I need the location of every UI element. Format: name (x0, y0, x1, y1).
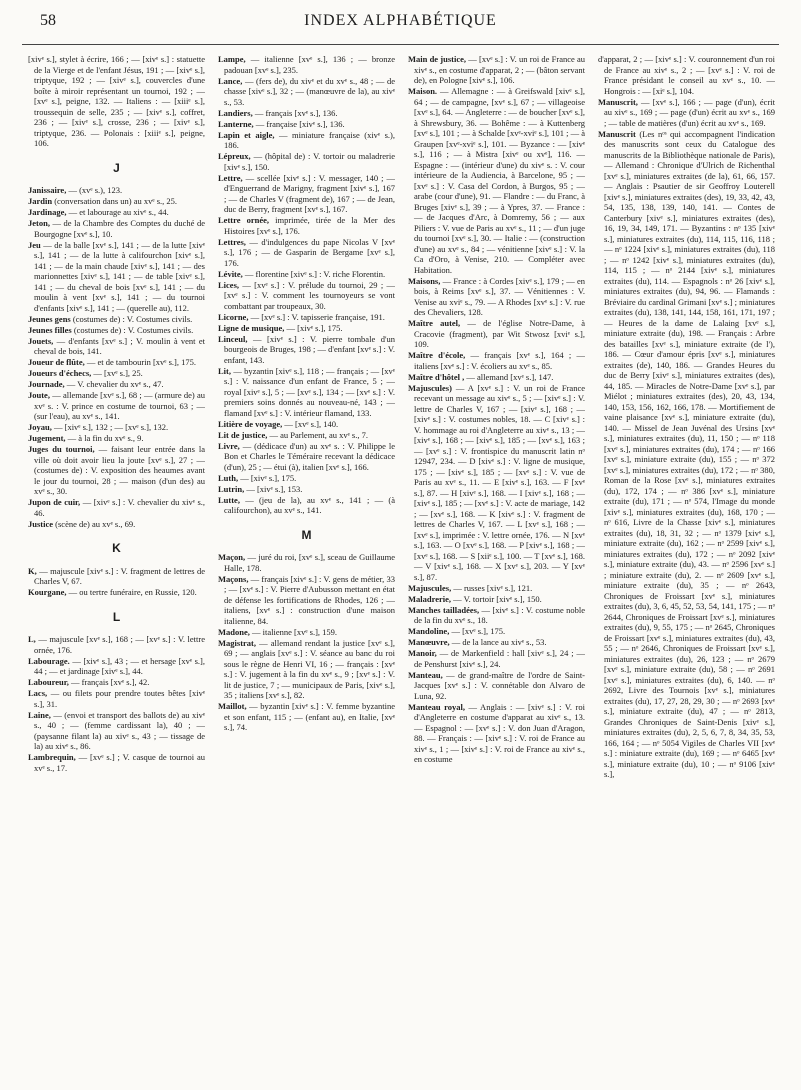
entry-text: — de grand-maître de l'ordre de Saint-Jacques [xvᵉ s.] : V. connétable don Alvaro de Luna, 92. (414, 669, 585, 701)
entry-text: — italienne [xvᵉ s.], 159. (252, 626, 338, 637)
entry-text: — Anglais : — [xivᵉ s.] : V. roi d'Angleterre en costume d'apparat au xivᵉ s., 13. — Espagnol : — [xvᵉ s.] : V. don Juan d'Aragon, 88. — Français : — [xivᵉ s.] : V. roi de France au xivᵉ s., 1 ; — [xivᵉ s.] : V. roi de France au xivᵉ s., en costume (414, 701, 585, 764)
entry-headword: Linceul, (218, 333, 248, 344)
entry-headword: Joyau, (28, 422, 52, 432)
index-entry (218, 215, 395, 236)
entry-text: — V. tortoir [xivᵉ s.], 150. (453, 593, 542, 604)
page-header (22, 0, 779, 45)
entry-headword: Lit, (218, 365, 231, 376)
entry-text: — (envoi et transport des ballots de) au xivᵉ s., 40 ; — (femme cardissant la), 40 ; — (paysanne filant la) au xivᵉ s., 43 ; — tissage de la) au xivᵉ s., 86. (34, 709, 205, 751)
entry-text: — [xvᵉ s.] ; V. casque de tournoi au xvᵉ s., 17. (34, 752, 205, 773)
entry-headword: Lettre, (218, 172, 243, 183)
entry-headword: Jeunes filles (28, 324, 72, 335)
entry-headword: Magistrat, (218, 637, 257, 648)
entry-text: — d'enfants [xvᵉ s.] ; V. moulin à vent et cheval de bois, 141. (34, 335, 205, 356)
entry-headword: Manuscrit (598, 128, 636, 139)
index-entry (28, 390, 205, 422)
column-1 (28, 54, 205, 1082)
entry-headword: Jeunes gens (28, 313, 71, 324)
index-entry (28, 634, 205, 655)
index-entry (28, 433, 205, 444)
entry-text: — de Markenfield : hall [xivᵉ s.], 24 ; — de Penshurst [xivᵉ s.], 24. (414, 648, 585, 669)
entry-text: — [xvᵉ s.], 166 ; — page (d'un), écrit au xivᵉ s., 169 ; — page (d'un) écrit au xvᵉ s., 169 ; — table de matières (d'un) écrit au xvᵉ s., 169. (604, 96, 775, 128)
entry-headword: Maître autel, (408, 318, 461, 328)
entry-headword: Livre, (218, 440, 240, 451)
entry-text: — byzantin [xivᵉ s.], 118 ; — français ; — [xvᵉ s.] : V. naissance d'un enfant de France, 5 ; — royal [xivᵉ s.], 5 ; — [xvᵉ s.], 134 ; — [xvᵉ s.] : V. premiers soins donnés au nouveau-né, 143 ; — flamand [xvᵉ s.] : V. intérieur flamand, 133. (224, 365, 395, 418)
index-entry (28, 710, 205, 752)
index-entry (28, 379, 205, 390)
entry-headword: Joute, (28, 390, 50, 400)
index-entry (28, 368, 205, 379)
entry-text: — majuscule [xivᵉ s.] : V. fragment de lettres de Charles V, 67. (34, 565, 205, 586)
index-entry (218, 574, 395, 627)
index-entry (218, 419, 395, 430)
entry-headword: Jeu (28, 239, 41, 250)
index-entry (28, 656, 205, 677)
section-letter: J (113, 160, 120, 175)
entry-headword: Manuscrit, (598, 96, 638, 107)
index-entry (218, 76, 395, 108)
index-entry (28, 444, 205, 497)
entry-text: — [xvᵉ s.] : V. prélude du tournoi, 29 ; — [xvᵉ s.] : V. comment les tournoyeurs se vont combattant par troupeaux, 30. (224, 279, 395, 311)
index-entry (218, 312, 395, 323)
entry-text: — [xvᵉ s.], 175. (451, 626, 506, 636)
entry-text: — faisant leur entrée dans la ville où doit avoir lieu la joute [xvᵉ s.], 27 ; — (costumes de) : V. exposition des heaumes avant le jour du tournoi, 28 ; — maison (d'un des) au xvᵉ s., 30. (34, 444, 205, 496)
entry-headword: Majuscules, (408, 582, 452, 593)
entry-text: — de la Chambre des Comptes du duché de Bourgogne [xvᵉ s.], 10. (34, 218, 205, 239)
entry-headword: Lanterne, (218, 118, 254, 129)
entry-text: — [xivᵉ s.], 132 ; — [xvᵉ s.], 132. (53, 422, 169, 432)
index-entry (408, 318, 585, 350)
entry-text: — (fers de), du xivᵉ et du xvᵉ s., 48 ; — de chasse [xivᵉ s.], 32 ; — (manœuvre de la), au xivᵉ s., 53. (224, 75, 395, 107)
index-entry (218, 54, 395, 75)
index-entry (598, 97, 775, 129)
entry-text: — français [xvᵉ s.], 42. (71, 677, 150, 687)
index-entry (218, 151, 395, 172)
entry-headword: Lices, (218, 279, 240, 290)
entry-text: d'apparat, 2 ; — [xivᵉ s.] : V. couronnement d'un roi de France au xivᵉ s., 2 ; — [xvᵉ s.] : V. roi de France présidant le conseil au xvᵉ s., 10. — Hongrois : — [xiᵉ s.], 104. (598, 54, 775, 96)
entry-headword: Manoir, (408, 648, 437, 658)
index-entry (218, 130, 395, 151)
index-entry (28, 519, 205, 530)
index-entry (408, 637, 585, 648)
index-entry (408, 54, 585, 86)
index-entry (218, 173, 395, 215)
index-entry (408, 702, 585, 765)
section-letter: K (112, 541, 121, 555)
entry-headword: Lapin et aigle, (218, 129, 275, 140)
entry-headword: Laine, (28, 709, 51, 720)
index-entry (218, 473, 395, 484)
entry-text: — de la balle [xvᵉ s.], 141 ; — de la lutte [xivᵉ s.], 141 ; — de la lutte à califourchon [xivᵉ s.], 141 ; — de la main chaude [xivᵉ s.], 141 ; — des marionnettes [xivᵉ s.], 141 ; — de table [xivᵉ s.], 141 ; — du cheval de bois [xvᵉ s.], 141 ; — du moulin à vent [xvᵉ s.], 141 ; — du tournoi d'enfants [xivᵉ s.], 141 ; — (querelle au), 112. (34, 239, 205, 313)
column-4 (598, 54, 775, 1082)
entry-headword: Lévite, (218, 268, 243, 279)
entry-text: imprimée, tirée de la Mer des Histoires [xvᵉ s.], 176. (224, 215, 395, 236)
entry-headword: Manches tailladées, (408, 604, 480, 615)
index-entry (218, 108, 395, 119)
entry-text: (conversation dans un) au xvᵉ s., 25. (54, 196, 178, 206)
entry-headword: Madone, (218, 626, 250, 637)
entry-text: — français [xvᵉ s.], 136. (254, 107, 338, 118)
entry-text: — [xvᵉ s.] : V. tapisserie française, 191. (250, 311, 385, 322)
entry-headword: Majuscules) (408, 382, 452, 393)
index-entry (218, 638, 395, 701)
entry-text: (costumes de) : V. Costumes civils. (73, 324, 194, 335)
entry-headword: Lutte, (218, 494, 240, 505)
index-entry (218, 334, 395, 366)
entry-text: — [xivᵉ s.] : V. chevalier du xivᵉ s., 46. (34, 497, 205, 518)
index-entry (28, 688, 205, 709)
entry-text: (costumes de) : V. Costumes civils. (72, 313, 193, 324)
entry-text: — [xivᵉ s.], 43 ; — et hersage [xvᵉ s.], 44 ; — et jardinage [xivᵉ s.], 44. (34, 655, 205, 676)
entry-headword: Maillot, (218, 701, 247, 711)
entry-text: — ou filets pour prendre toutes bêtes [xivᵉ s.], 31. (34, 688, 205, 709)
index-entry (28, 677, 205, 688)
index-entry (408, 594, 585, 605)
entry-headword: Maison. (408, 86, 438, 96)
entry-headword: Jouets, (28, 335, 54, 346)
entry-text: — d'indulgences du pape Nicolas V [xvᵉ s.], 176 ; — de Gasparin de Bergame [xvᵉ s.], 176. (224, 236, 395, 268)
entry-text: — byzantin [xivᵉ s.] : V. femme byzantine et son enfant, 115 ; — (enfant au), en Italie, [xvᵉ s.], 74. (224, 701, 395, 732)
entry-text: — de la lance au xivᵉ s., 53. (451, 637, 547, 647)
entry-headword: Lépreux, (218, 151, 251, 161)
index-entry (218, 484, 395, 495)
entry-headword: Jardin (28, 196, 53, 206)
entry-headword: Ligne de musique, (218, 322, 285, 333)
entry-headword: Lettres, (218, 236, 246, 247)
entry-text: — italienne [xvᵉ s.], 136 ; — bronze padouan [xvᵉ s.], 235. (224, 54, 395, 75)
entry-text: — France : à Cordes [xivᵉ s.], 179 ; — en bois, à Reims [xvᵉ s.], 37. — Vénitiennes : V. Venise au xviᵉ s., 79. — A Rhodes [xvᵉ s.] : V. rue des Chevaliers, 128. (414, 275, 585, 317)
running-title: INDEX ALPHABÉTIQUE (304, 12, 497, 29)
index-entry (218, 552, 395, 573)
entry-headword: Jupon de cuir, (28, 497, 81, 507)
column-3 (408, 54, 585, 1082)
index-entry (218, 627, 395, 638)
index-entry (408, 670, 585, 702)
index-entry (28, 336, 205, 357)
entry-text: — français [xivᵉ s.] : V. gens de métier, 33 ; — [xvᵉ s.] : V. Pierre d'Aubusson mettant en état de défense les fortifications de Rhodes, 126 ; — italiens, [xvᵉ s.] : construction d'une maison italienne, 84. (224, 573, 395, 626)
entry-text: — russes [xivᵉ s.], 121. (453, 582, 533, 593)
entry-headword: L, (28, 634, 36, 644)
entry-headword: Janissaire, (28, 185, 67, 195)
entry-headword: Maître d'hôtel , (408, 371, 465, 382)
entry-text: — [xvᵉ s.] : V. un roi de France au xivᵉ s., en costume d'apparat, 2 ; — (bâton servant de), en Pologne [xivᵉ s.], 106. (414, 54, 585, 85)
entry-text: — allemand rendant la justice [xvᵉ s.], 69 ; — anglais [xvᵉ s.] : V. séance au banc du roi sous le règne de Henri VI, 16 ; — français : [xvᵉ s.] : V. jugement à la fin du xvᵉ s., 9 ; [xvᵉ s.] : V. lit de justice, 7 ; — municipaux de Paris, [xivᵉ s.], 35 ; italiens [xvᵉ s.], 82. (224, 637, 395, 700)
index-entry (218, 280, 395, 312)
entry-headword: Manœuvre, (408, 637, 450, 647)
index-entry (28, 240, 205, 314)
column-2 (218, 54, 395, 1082)
entry-headword: Maçon, (218, 552, 246, 562)
entry-text: — à la fin du xvᵉ s., 9. (67, 433, 144, 443)
entry-text: — [xivᵉ s.], 153. (246, 483, 303, 494)
entry-text: — scellée [xivᵉ s.] : V. messager, 140 ; — d'Enguerrand de Marigny, fragment [xivᵉ s.], 167 ; — de Charles V (fragment de), 167 ; — de Jean, duc de Berry, fragment [xvᵉ s.], 167. (224, 172, 395, 214)
section-letter: L (112, 609, 121, 624)
index-entry (218, 237, 395, 269)
entry-headword: Manteau, (408, 669, 443, 680)
index-entry (408, 605, 585, 626)
index-columns (28, 54, 780, 1082)
index-entry (28, 218, 205, 239)
index-entry (408, 372, 585, 383)
entry-headword: Lambrequin, (28, 752, 76, 762)
index-entry (408, 383, 585, 583)
entry-text: (Les nᵒˢ qui accompagnent l'indication des manuscrits sont ceux du Catalogue des manuscrits de la Bibliothèque nationale de Paris), — Allemand : Chronique d'Ulrich de Richenthal [xvᵉ s.], miniatures extraites (de la), 61, 66, 157. — Anglais : Psautier de sir Geoffroy Louterell [xivᵉ s.], miniatures extraites (des), 19, 33, 42, 43, 54, 135, 138, 139, 140, 141. — Contes de Canterbury [xivᵉ s.], miniatures extraites (des), 16, 19, 34, 149, 171. — Byzantins : nᵒ 135 [xivᵉ s.], miniatures extraites (du), 114, 115, 116, 118 ; — nᵒ 1224 [xivᵉ s.], miniatures extraites (du), 118 ; — nᵒ 1242 [xivᵉ s.], miniatures extraites (du), 114, 115 ; — nᵒ 2144 [xivᵉ s.], miniatures extraites (du), 114. — Espagnols : nᵒ 26 [xivᵉ s.], miniatures extraites (du), 94, 96. — Flamands : Bréviaire du cardinal Grimani [xvᵉ s.] ; miniatures extraites (du), 138, 141, 144, 158, 161, 171, 197 ; — Heures de la dame de Lalaing [xvᵉ s.], miniature extraite (du), 198. — Français : Arbre des batailles [xvᵉ s.], miniature extraite (de l'), 186. — Cœur d'amour épris [xvᵉ s.], miniatures extraites (de), 140, 186. — Grandes Heures du duc de Berry [xivᵉ s.], miniatures extraites (des), 44, 185. — Miracles de Notre-Dame [xvᵉ s.], par Miélot ; miniatures extraites (des), 20, 43, 134, 140, 153, 156, 162, 166, 178. — Mortifiement de vaine plaisance [xvᵉ s.], miniature extraite (du), 140. — Missel de Jean Juvénal des Ursins [xvᵉ s.], miniatures extraites (du), 11, 150 ; — nᵒ 118 [xvᵉ s.], miniatures extraites (du), 174 ; — nᵒ 166 [xvᵉ s.], miniature extraite (du), 155 ; — nᵒ 372 [xvᵉ s.], miniatures extraites (du), 172 ; — nᵒ 380, Roman de la Rose [xvᵉ s.], miniatures extraites (du), 172, 174 ; — nᵒ 386 [xvᵉ s.], miniature extraite (du), 171 ; — nᵒ 574, l'Image du monde [xivᵉ s.], miniatures extraites (du), 168, 170 ; — nᵒ 616, Livre de la Chasse [xivᵉ s.], miniatures extraites (du), 18, 31, 32 ; — nᵒ 1379 [xivᵉ s.], miniature extraite (du), 162 ; — nᵒ 2599 [xivᵉ s.], miniatures extraites (du), 172 ; — nᵒ 2092 [xivᵉ s.], miniature extraite (du), 43. — nᵒ 2596 [xvᵉ s.] ; miniature extraite (du), 2. — nᵒ 2609 [xvᵉ s.], miniature extraite (du), 35 ; — nᵒ 2643, Chroniques de Froissart [xvᵉ s.], miniatures extraites (du), 3, 6, 45, 52, 53, 54, 141, 175 ; — nᵒ 2644, Chroniques de Froissart [xvᵉ s.], miniatures extraites (du), 9, 55, 175 ; — nᵒ 2645, Chroniques de Froissart [xvᵉ s.], miniatures extraites (du), 43, 55 ; — nᵒ 2646, Chroniques de Froissart [xvᵉ s.], miniatures extraites (du), 26, 123 ; — nᵒ 2679 [xvᵉ s.], miniature extraite (du), 58 ; — nᵒ 2691 [xvᵉ s.], miniatures extraites (du), 6, 140. — nᵒ 2692, Livre des Tournois [xvᵉ s.], miniatures extraites (du), 17, 27, 28, 29, 30 ; — nᵒ 2693 [xvᵉ s.], miniature extraite (du), 47 ; — nᵒ 2813, Grandes Chroniques de Saint-Denis [xivᵉ s.], miniatures extraites (du), 2, 5, 6, 7, 8, 34, 35, 53, 166, 164 ; — nᵒ 5054 Vigiles de Charles VII [xvᵉ s.] : miniature extraite (du), 169 ; — nᵒ 6465 [xvᵉ s.], miniature extraite (du), 10 ; — nᵒ 9106 [xivᵉ s.], (604, 128, 775, 779)
entry-text: — allemand [xvᵉ s.], 147. (466, 371, 554, 382)
entry-text: — miniature française (xivᵉ s.), 186. (224, 129, 395, 150)
index-entry (28, 196, 205, 207)
entry-text: — allemande [xvᵉ s.], 68 ; — (armure de) au xvᵉ s. : V. prince en costume de tournoi, 63 ; — (sur l'eau), au xvᵉ s., 141. (34, 390, 205, 421)
section-letter: M (301, 527, 312, 542)
entry-headword: Maladrerie, (408, 593, 452, 604)
entry-headword: Litière de voyage, (218, 418, 283, 429)
entry-text: (scène de) au xvᵉ s., 69. (55, 518, 136, 529)
index-entry (28, 314, 205, 325)
entry-headword: Jugement, (28, 433, 66, 443)
index-entry (218, 701, 395, 733)
entry-text: — [xivᵉ s.] : V. pierre tombale d'un bourgeois de Bruges, 198 ; — d'enfant [xvᵉ s.] : V. enfant, 143. (224, 333, 395, 365)
entry-headword: Maître d'école, (408, 350, 466, 360)
index-entry (218, 441, 395, 473)
entry-text: — (xvᵉ s.), 123. (68, 185, 123, 195)
entry-text: — [xivᵉ s.] : V. costume noble de la fin du xvᵉ s., 18. (414, 604, 585, 625)
entry-headword: Lettre ornée, (218, 215, 270, 225)
index-entry (218, 430, 395, 441)
entry-text: — français [xvᵉ s.], 164 ; — italiens [xvᵉ s.] : V. écoliers au xvᵉ s., 85. (414, 350, 585, 371)
index-entry (28, 185, 205, 196)
entry-text: — (dédicace d'un) au xvᵉ s. : V. Philippe le Bon et Charles le Téméraire recevant la dédicace (d'un), 25 ; — étui (à), italien [xvᵉ s.], 166. (224, 440, 395, 472)
index-entry (218, 366, 395, 419)
index-entry (28, 752, 205, 773)
entry-text: — [xvᵉ s.], 25. (93, 368, 143, 378)
entry-headword: Lacs, (28, 688, 48, 698)
index-entry (218, 323, 395, 334)
entry-text: — florentine [xivᵉ s.] : V. riche Florentin. (244, 268, 386, 279)
index-entry (28, 566, 205, 587)
entry-headword: Main de justice, (408, 54, 467, 64)
entry-text: — juré du roi, [xvᵉ s.], sceau de Guillaume Halle, 178. (224, 552, 395, 573)
index-entry (408, 276, 585, 318)
index-entry (28, 422, 205, 433)
index-entry (28, 325, 205, 336)
index-entry (28, 54, 205, 149)
entry-text: — et de tambourin [xvᵉ s.], 175. (86, 357, 196, 367)
entry-headword: Luth, (218, 472, 239, 483)
index-entry (28, 497, 205, 518)
entry-headword: Journade, (28, 379, 65, 389)
entry-text: — (jeu de la), au xvᵉ s., 141 ; — (à califourchon), au xvᵉ s., 141. (224, 494, 395, 515)
entry-text: — (hôpital de) : V. tortoir ou maladrerie [xivᵉ s.], 150. (224, 151, 395, 172)
entry-headword: Kourgane, (28, 587, 67, 597)
entry-headword: K, (28, 565, 37, 576)
entry-headword: Licorne, (218, 311, 249, 322)
entry-text: — [xivᵉ s.], 175. (240, 472, 297, 483)
entry-text: — au Parlement, au xvᵉ s., 7. (269, 429, 368, 440)
entry-headword: Lit de justice, (218, 429, 268, 440)
index-entry (408, 86, 585, 275)
index-entry (28, 587, 205, 598)
index-entry (408, 648, 585, 669)
entry-text: — majuscule [xvᵉ s.], 168 ; — [xvᵉ s.] : V. lettre ornée, 176. (34, 634, 205, 655)
index-entry (218, 119, 395, 130)
entry-headword: Joueur de flûte, (28, 357, 85, 367)
entry-headword: Landiers, (218, 107, 253, 118)
entry-headword: Lance, (218, 75, 243, 86)
entry-text: — A [xvᵉ s.] : V. un roi de France recevant un message au xivᵉ s., 5 ; — [xivᵉ s.] : V. lettre de Charles V, 167 ; — [xivᵉ s.], 168 ; — [xivᵉ s.] : V. costumes nobles, 18. — C [xivᵉ s.] : V. hommage au roi d'Angleterre au xivᵉ s., 13 ; — [xivᵉ s.], 168 ; — [xivᵉ s.], 185 ; — [xvᵉ s.], 163 ; — [xvᵉ s.] : V. frontispice du manuscrit latin nᵒ 12947, 234. — D [xivᵉ s.] : V. ligne de musique, 175 ; — [xivᵉ s.], 185 ; — [xvᵉ s.] : V. vue de Paris au xvᵉ s., 11. — E [xivᵉ s.], 163. — F [xvᵉ s.], 87. — H [xivᵉ s.], 168. — I [xivᵉ s.], 168 ; — [xivᵉ s.], 185 ; — [xvᵉ s.] : V. acte de mariage, 142 ; — [xvᵉ s.], 168. — K [xivᵉ s.] : V. fragment de lettres de Charles V, 167. — L [xvᵉ s.], 168 ; — [xvᵉ s.], imprimée : V. lettre ornée, 176. — N [xvᵉ s.], 163. — O [xvᵉ s.], 168. — P [xivᵉ s.], 168 ; — [xvᵉ s.], 168. — S [xiiᵉ s.], 100. — T [xvᵉ s.], 168. — V [xivᵉ s.], 168. — X [xvᵉ s.], 203. — Y [xvᵉ s.], 87. (414, 382, 585, 582)
index-entry (28, 207, 205, 218)
index-entry (408, 583, 585, 594)
index-entry (598, 129, 775, 780)
entry-headword: Labourage. (28, 655, 70, 666)
entry-headword: Maçons, (218, 573, 249, 584)
entry-text: — Allemagne : — à Greifswald [xivᵉ s.], 64 ; — de campagne, [xvᵉ s.], 67 ; — villageoise [xvᵉ s.], 64. — Angleterre : — de boucher [xvᵉ s.], à Shrewsbury, 36. — Bohême : — à Kuttenberg [xvᵉ s.], 101 ; — à Schalde [xvᵉ-xviᵉ s.], 101 ; — à Graupen [xvᵉ-xviᵉ s.], 101. — Byzance : — [xivᵉ s.], 116 ; — à Mistra [xivᵉ ou xvᵉ], 116. — Espagne : — (intérieur d'une) du xivᵉ s. : V. cour intérieure de la Audiencia, à Barcelone, 95 ; — [xvᵉ s.] : V. Casa del Cordon, à Burgos, 95 ; — arabe (cour d'une), 91. — Flandre : — du Franc, à Bruges [xivᵉ s.], 39 ; — à Ypres, 37. — France : — de Jacques d'Arc, à Domremy, 56 ; — aux Piliers : V. vue de Paris au xvᵉ s., 11 ; — d'un juge du tournoi [xvᵉ s.], 30. — Italie : — (construction d'une) au xvᵉ s., 84 ; — vénitienne [xivᵉ s.] : V. la Ca d'Oro, à Venise, 210. — Compléter avec Habitation. (414, 86, 585, 275)
entry-text: [xivᵉ s.], stylet à écrire, 166 ; — [xivᵉ s.] : statuette de la Vierge et de l'enfant Jésus, 191 ; — [xivᵉ s.], triptyque, 192 ; — [xivᵉ s.], couvercles d'une boîte à miroir représentant un tournoi, 192 ; — [xvᵉ s.], peigne, 132. — Italiens : — [xiiiᵉ s.], troussequin de selle, 235 ; — [xivᵉ s.], coffret, 236 ; — [xivᵉ s.], crosse, 236 ; — [xivᵉ s.], triptyque, 236. — Polonais : [xiiiᵉ s.], peigne, 106. (28, 54, 205, 148)
entry-text: — V. chevalier du xvᵉ s., 47. (66, 379, 164, 389)
entry-headword: Justice (28, 518, 54, 529)
index-entry (408, 350, 585, 371)
entry-headword: Manteau royal, (408, 701, 465, 712)
index-entry (28, 357, 205, 368)
entry-text: — ou tertre funéraire, en Russie, 120. (68, 587, 197, 597)
entry-headword: Lampe, (218, 54, 246, 64)
entry-headword: Juges du tournoi, (28, 444, 95, 454)
entry-headword: Maisons, (408, 275, 441, 286)
entry-headword: Jeton, (28, 218, 50, 228)
entry-headword: Laboureur, (28, 677, 69, 687)
entry-text: — et labourage au xivᵉ s., 44. (68, 207, 169, 217)
entry-headword: Joueurs d'échecs, (28, 368, 92, 378)
entry-headword: Lutrin, (218, 483, 245, 494)
index-entry (218, 495, 395, 516)
page-number: 58 (40, 12, 56, 29)
entry-text: — de l'église Notre-Dame, à Cracovie (fragment), par Wit Stwosz [xviᵉ s.], 109. (414, 318, 585, 349)
entry-text: — française [xivᵉ s.], 136. (255, 118, 345, 129)
entry-headword: Mandoline, (408, 626, 450, 636)
entry-headword: Jardinage, (28, 207, 67, 217)
index-entry (408, 626, 585, 637)
index-entry (598, 54, 775, 96)
entry-text: — [xvᵉ s.], 140. (284, 418, 339, 429)
entry-text: — [xivᵉ s.], 175. (286, 322, 343, 333)
index-entry (218, 269, 395, 280)
